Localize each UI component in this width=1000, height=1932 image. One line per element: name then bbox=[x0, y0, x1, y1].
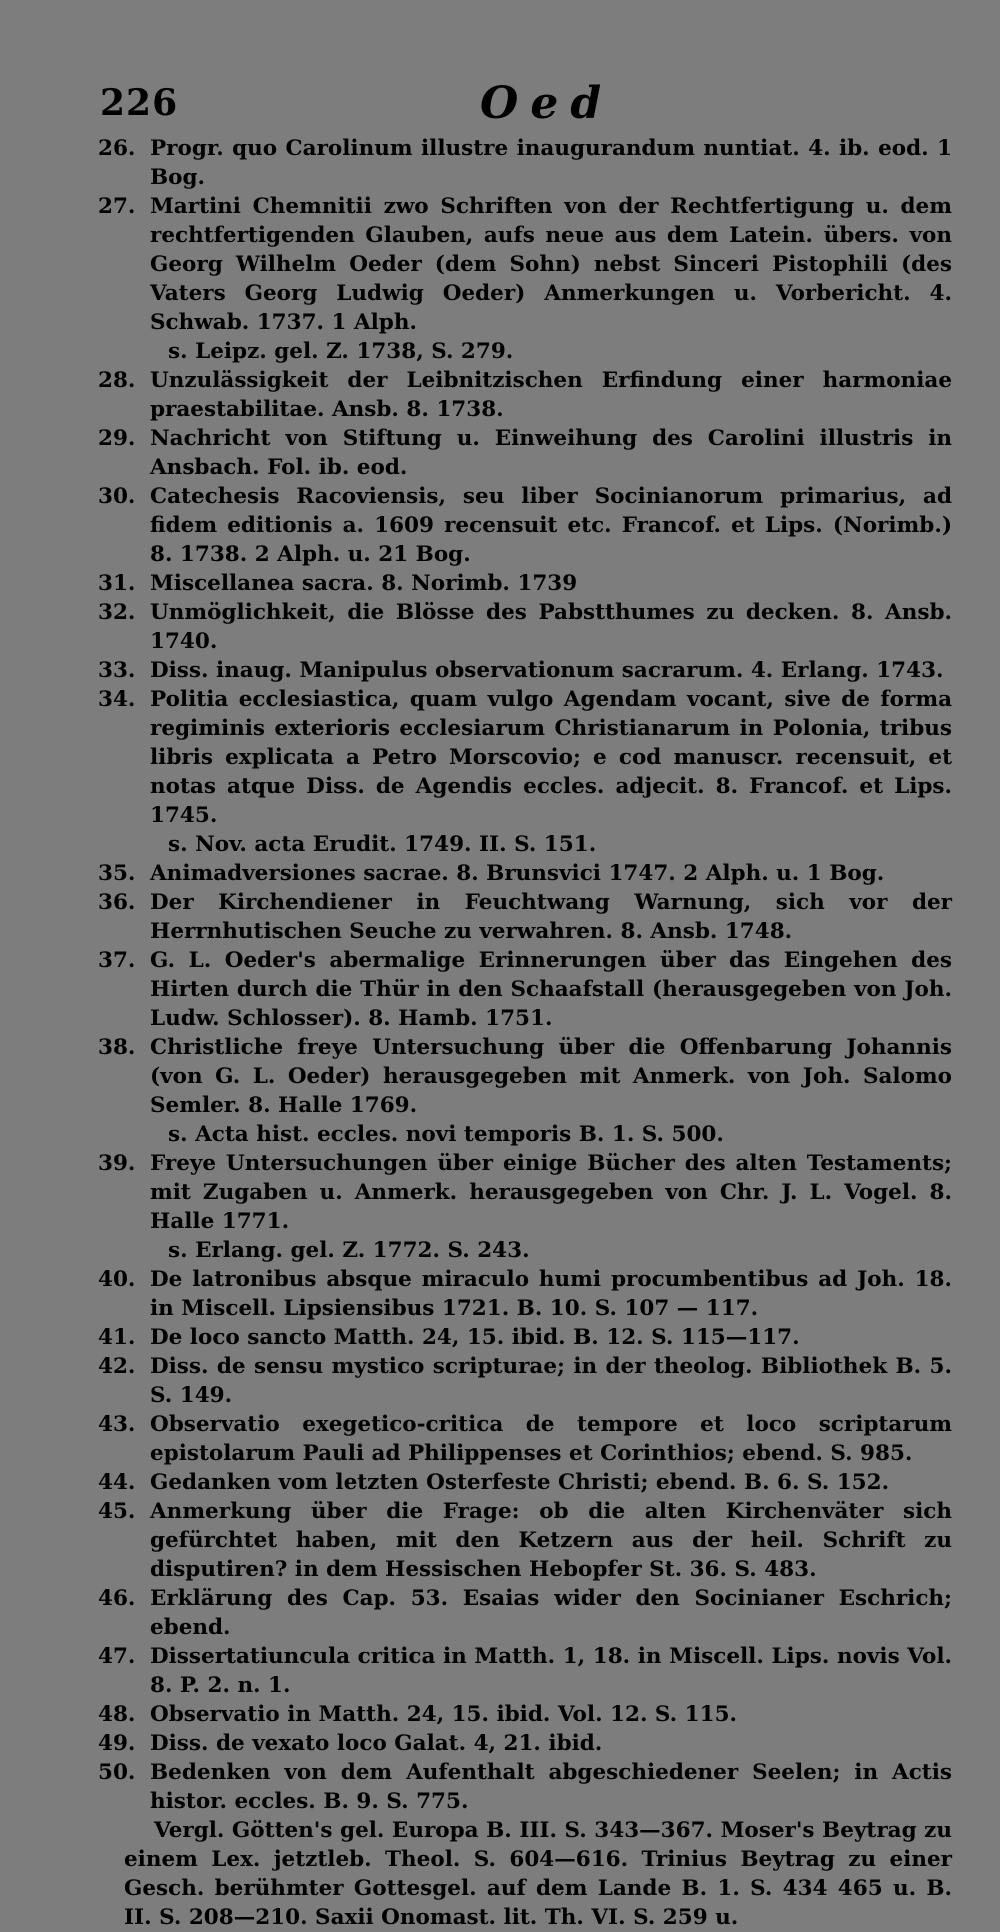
entry-text: Diss. inaug. Manipulus observationum sacrarum. 4. Erlang. 1743. bbox=[150, 658, 944, 683]
bibliography-entry bbox=[0, 1468, 1000, 1497]
bibliography-entry bbox=[0, 888, 1000, 946]
entry-number: 46. bbox=[98, 1586, 136, 1611]
entry-text: Dissertatiuncula critica in Matth. 1, 18. in Miscell. Lips. novis Vol. 8. P. 2. n. 1. bbox=[150, 1644, 952, 1698]
bibliography-entry bbox=[0, 1352, 1000, 1410]
entry-number: 39. bbox=[98, 1151, 136, 1176]
entry-number: 35. bbox=[98, 861, 136, 886]
bibliography-entry bbox=[0, 1700, 1000, 1729]
entry-text: Erklärung des Cap. 53. Esaias wider den Socinianer Eschrich; ebend. bbox=[150, 1586, 952, 1640]
bibliography-entry bbox=[0, 1265, 1000, 1323]
bibliography-entry bbox=[0, 1149, 1000, 1265]
running-head: Oed bbox=[480, 78, 614, 129]
entry-text: Bedenken von dem Aufenthalt abgeschiedener Seelen; in Actis histor. eccles. B. 9. S. 775. bbox=[150, 1760, 952, 1814]
page-number: 226 bbox=[100, 82, 179, 124]
bibliography-entry bbox=[0, 134, 1000, 192]
entry-text: Animadversiones sacrae. 8. Brunsvici 1747. 2 Alph. u. 1 Bog. bbox=[150, 861, 885, 886]
entry-number: 33. bbox=[98, 658, 136, 683]
entry-number: 41. bbox=[98, 1325, 136, 1350]
bibliography-entry bbox=[0, 1497, 1000, 1584]
entry-number: 50. bbox=[98, 1760, 136, 1785]
entry-text: Freye Untersuchungen über einige Bücher des alten Testaments; mit Zugaben u. Anmerk. herausgegeben von Chr. J. L. Vogel. 8. Halle 1771. bbox=[150, 1151, 952, 1234]
entry-text: De loco sancto Matth. 24, 15. ibid. B. 12. S. 115—117. bbox=[150, 1325, 800, 1350]
entry-number: 32. bbox=[98, 600, 136, 625]
bibliography-entry bbox=[0, 366, 1000, 424]
entry-number: 40. bbox=[98, 1267, 136, 1292]
bibliography-entry bbox=[0, 1584, 1000, 1642]
entry-text: Progr. quo Carolinum illustre inaugurandum nuntiat. 4. ib. eod. 1 Bog. bbox=[150, 136, 952, 190]
entry-number: 42. bbox=[98, 1354, 136, 1379]
bibliography-entry bbox=[0, 1758, 1000, 1816]
entry-text: Diss. de vexato loco Galat. 4, 21. ibid. bbox=[150, 1731, 603, 1756]
entry-number: 45. bbox=[98, 1499, 136, 1524]
entry-number: 28. bbox=[98, 368, 136, 393]
bibliography-entry bbox=[0, 1729, 1000, 1758]
entry-reference: s. Nov. acta Erudit. 1749. II. S. 151. bbox=[168, 832, 597, 857]
entry-reference: s. Erlang. gel. Z. 1772. S. 243. bbox=[168, 1238, 530, 1263]
entry-reference: s. Acta hist. eccles. novi temporis B. 1. S. 500. bbox=[168, 1122, 724, 1147]
bibliography-entry bbox=[0, 1642, 1000, 1700]
bibliography-entry bbox=[0, 1410, 1000, 1468]
entry-number: 48. bbox=[98, 1702, 136, 1727]
entry-text: Martini Chemnitii zwo Schriften von der Rechtfertigung u. dem rechtfertigenden Glauben, aufs neue aus dem Latein. übers. von Georg Wilhelm Oeder (dem Sohn) nebst Sinceri Pistophili (des Vaters Georg Ludwig Oeder) Anmerkungen u. Vorbericht. 4. Schwab. 1737. 1 Alph. bbox=[150, 194, 952, 335]
entry-number: 26. bbox=[98, 136, 136, 161]
bibliography-entry bbox=[0, 946, 1000, 1033]
entry-text: Observatio in Matth. 24, 15. ibid. Vol. 12. S. 115. bbox=[150, 1702, 738, 1727]
entry-text: Unzulässigkeit der Leibnitzischen Erfindung einer harmoniae praestabilitae. Ansb. 8. 1738. bbox=[150, 368, 952, 422]
entry-number: 30. bbox=[98, 484, 136, 509]
entry-text: Anmerkung über die Frage: ob die alten Kirchenväter sich gefürchtet haben, mit den Ketzern aus der heil. Schrift zu disputiren? in dem Hessischen Hebopfer St. 36. S. 483. bbox=[150, 1499, 952, 1582]
bibliography-entry bbox=[0, 1033, 1000, 1149]
entry-number: 31. bbox=[98, 571, 136, 596]
entry-text: Christliche freye Untersuchung über die Offenbarung Johannis (von G. L. Oeder) herausgegeben mit Anmerk. von Joh. Salomo Semler. 8. Halle 1769. bbox=[150, 1035, 952, 1118]
entry-number: 49. bbox=[98, 1731, 136, 1756]
bibliography-entry bbox=[0, 192, 1000, 366]
entry-text: De latronibus absque miraculo humi procumbentibus ad Joh. 18. in Miscell. Lipsiensibus 1721. B. 10. S. 107 — 117. bbox=[150, 1267, 952, 1321]
entry-number: 34. bbox=[98, 687, 136, 712]
bibliography-entry bbox=[0, 656, 1000, 685]
entry-text: Unmöglichkeit, die Blösse des Pabstthumes zu decken. 8. Ansb. 1740. bbox=[150, 600, 952, 654]
bibliography-entry bbox=[0, 859, 1000, 888]
entry-text: Catechesis Racoviensis, seu liber Socinianorum primarius, ad fidem editionis a. 1609 recensuit etc. Francof. et Lips. (Norimb.) 8. 1738. 2 Alph. u. 21 Bog. bbox=[150, 484, 952, 567]
entry-reference: s. Leipz. gel. Z. 1738, S. 279. bbox=[168, 339, 514, 364]
entry-number: 29. bbox=[98, 426, 136, 451]
entry-text: Politia ecclesiastica, quam vulgo Agendam vocant, sive de forma regiminis exterioris ecclesiarum Christianarum in Polonia, tribus libris explicata a Petro Morscovio; e cod manuscr. recensuit, et notas atque Diss. de Agendis eccles. adjecit. 8. Francof. et Lips. 1745. bbox=[150, 687, 952, 828]
entry-number: 37. bbox=[98, 948, 136, 973]
entry-number: 27. bbox=[98, 194, 136, 219]
closing-references: Vergl. Götten's gel. Europa B. III. S. 343—367. Moser's Beytrag zu einem Lex. jetztleb. Theol. S. 604—616. Trinius Beytrag zu einer Gesch. berühmter Gottesgel. auf dem Lande B. 1. S. 434 465 u. B. II. S. 208—210. Saxii Onomast. lit. Th. VI. S. 259 u. bbox=[124, 1818, 952, 1930]
entry-number: 38. bbox=[98, 1035, 136, 1060]
entry-text: Der Kirchendiener in Feuchtwang Warnung, sich vor der Herrnhutischen Seuche zu verwahren. 8. Ansb. 1748. bbox=[150, 890, 952, 944]
bibliography-entry bbox=[0, 569, 1000, 598]
bibliography-entry bbox=[0, 598, 1000, 656]
entry-text: Nachricht von Stiftung u. Einweihung des Carolini illustris in Ansbach. Fol. ib. eod. bbox=[150, 426, 952, 480]
bibliography-entry bbox=[0, 482, 1000, 569]
bibliography-list bbox=[0, 134, 1000, 1932]
bibliography-entry bbox=[0, 685, 1000, 859]
entry-text: Miscellanea sacra. 8. Norimb. 1739 bbox=[150, 571, 578, 596]
entry-text: Observatio exegetico-critica de tempore et loco scriptarum epistolarum Pauli ad Philippenses et Corinthios; ebend. S. 985. bbox=[150, 1412, 952, 1466]
page-header bbox=[100, 78, 942, 138]
bibliography-entry bbox=[0, 1323, 1000, 1352]
entry-text: Diss. de sensu mystico scripturae; in der theolog. Bibliothek B. 5. S. 149. bbox=[150, 1354, 952, 1408]
entry-number: 47. bbox=[98, 1644, 136, 1669]
entry-number: 43. bbox=[98, 1412, 136, 1437]
entry-number: 36. bbox=[98, 890, 136, 915]
entry-number: 44. bbox=[98, 1470, 136, 1495]
bibliography-entry bbox=[0, 424, 1000, 482]
entry-text: Gedanken vom letzten Osterfeste Christi; ebend. B. 6. S. 152. bbox=[150, 1470, 890, 1495]
entry-text: G. L. Oeder's abermalige Erinnerungen über das Eingehen des Hirten durch die Thür in den Schaafstall (herausgegeben von Joh. Ludw. Schlosser). 8. Hamb. 1751. bbox=[150, 948, 952, 1031]
